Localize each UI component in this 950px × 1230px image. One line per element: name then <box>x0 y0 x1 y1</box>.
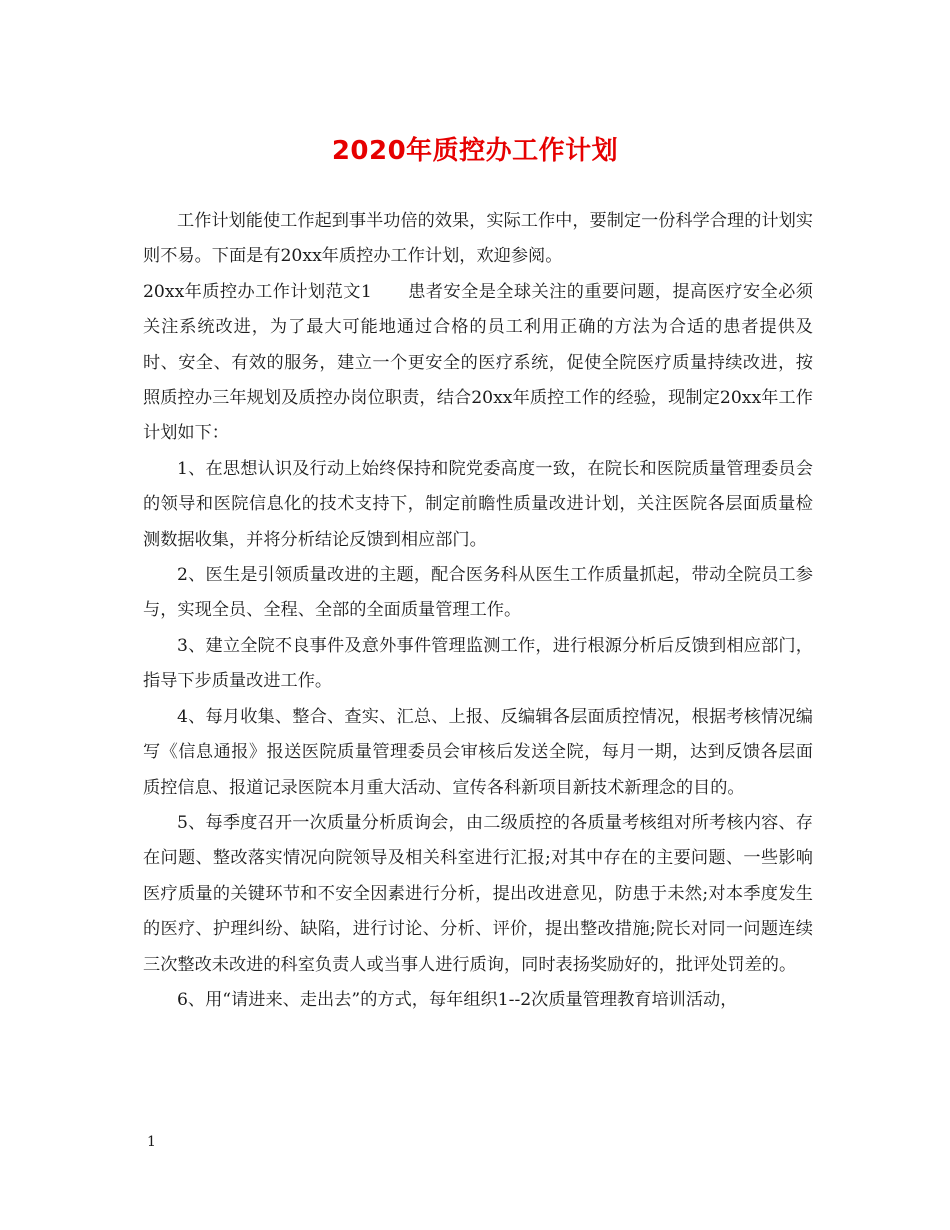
document-title: 2020年质控办工作计划 <box>331 136 619 166</box>
sample-paragraph <box>143 275 813 452</box>
plan-item-2: 2、医生是引领质量改进的主题，配合医务科从医生工作质量抓起，带动全院员工参与，实现全员、全程、全部的全面质量管理工作。 <box>143 565 813 621</box>
intro-paragraph: 工作计划能使工作起到事半功倍的效果，实际工作中，要制定一份科学合理的计划实则不易。下面是有20xx年质控办工作计划，欢迎参阅。 <box>143 211 813 267</box>
plan-item-1: 1、在思想认识及行动上始终保持和院党委高度一致，在院长和医院质量管理委员会的领导和医院信息化的技术支持下，制定前瞻性质量改进计划，关注医院各层面质量检测数据收集，并将分析结论反馈到相应部门。 <box>143 458 813 550</box>
document-body <box>143 204 813 1018</box>
page-number: 1 <box>147 1134 156 1150</box>
sample-intro: 患者安全是全球关注的重要问题，提高医疗安全必须关注系统改进，为了最大可能地通过合格的员工利用正确的方法为合适的患者提供及时、安全、有效的服务，建立一个更安全的医疗系统，促使全院医疗质量持续改进，按照质控办三年规划及质控办岗位职责，结合20xx年质控工作的经验，现制定20xx年工作计划如下： <box>143 281 813 444</box>
sample-heading: 20xx年质控办工作计划范文1 <box>143 281 372 302</box>
plan-item-3: 3、建立全院不良事件及意外事件管理监测工作，进行根源分析后反馈到相应部门，指导下步质量改进工作。 <box>143 635 813 692</box>
plan-item-5: 5、每季度召开一次质量分析质询会，由二级质控的各质量考核组对所考核内容、存在问题、整改落实情况向院领导及相关科室进行汇报;对其中存在的主要问题、一些影响医疗质量的关键环节和不安全因素进行分析，提出改进意见，防患于未然;对本季度发生的医疗、护理纠纷、缺陷，进行讨论、分析、评价，提出整改措施;院长对同一问题连续三次整改未改进的科室负责人或当事人进行质询，同时表扬奖励好的，批评处罚差的。 <box>143 812 813 975</box>
plan-item-4: 4、每月收集、整合、查实、汇总、上报、反编辑各层面质控情况，根据考核情况编写《信息通报》报送医院质量管理委员会审核后发送全院，每月一期，达到反馈各层面质控信息、报道记录医院本月重大活动、宣传各科新项目新技术新理念的目的。 <box>143 706 813 798</box>
plan-item-6: 6、用“请进来、走出去”的方式，每年组织1--2次质量管理教育培训活动， <box>177 989 738 1010</box>
